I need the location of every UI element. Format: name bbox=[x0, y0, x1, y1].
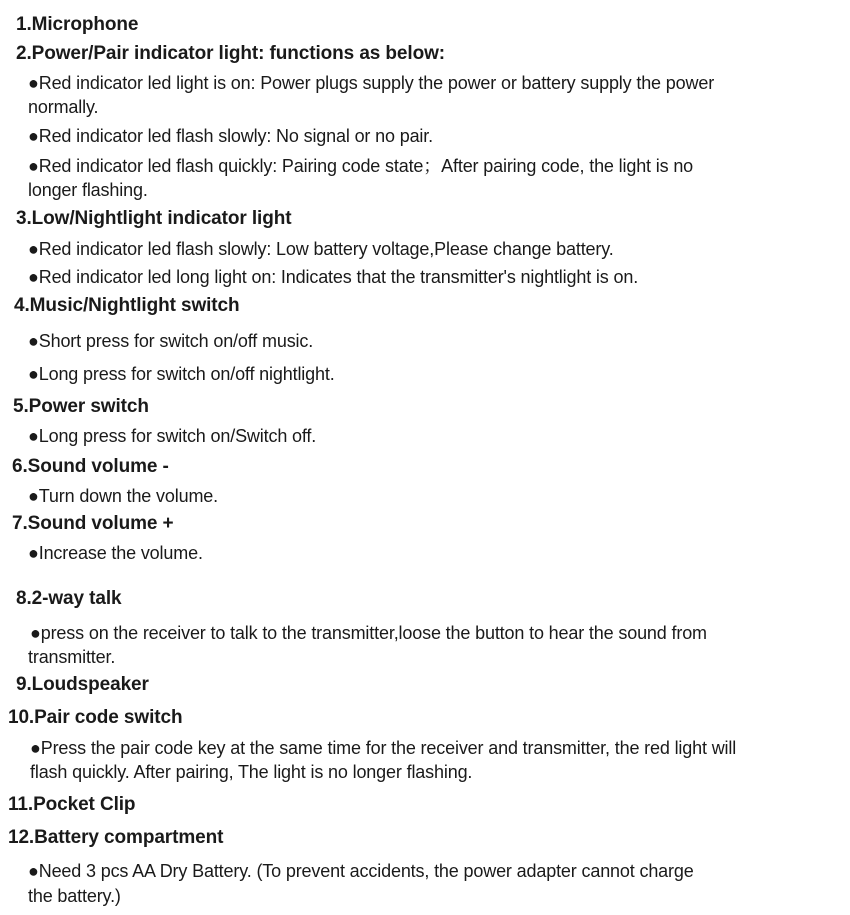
section-heading-loudspeaker: 9.Loudspeaker bbox=[16, 674, 149, 695]
section-heading-sound-volume-down: 6.Sound volume - bbox=[12, 456, 169, 477]
bullet-text: ●Red indicator led flash slowly: No signal or no pair. bbox=[28, 126, 433, 146]
bullet-text: ●Long press for switch on/off nightlight. bbox=[28, 364, 335, 384]
bullet-text-continued: transmitter. bbox=[28, 647, 116, 667]
bullet-text: ●press on the receiver to talk to the transmitter,loose the button to hear the sound from bbox=[30, 623, 707, 643]
section-heading-power-pair-indicator: 2.Power/Pair indicator light: functions as below: bbox=[16, 43, 445, 64]
bullet-text: ●Turn down the volume. bbox=[28, 486, 218, 506]
bullet-text-continued: the battery.) bbox=[28, 886, 121, 906]
bullet-text: ●Short press for switch on/off music. bbox=[28, 331, 314, 351]
bullet-text-continued: flash quickly. After pairing, The light is no longer flashing. bbox=[30, 762, 473, 782]
bullet-text: ●Increase the volume. bbox=[28, 543, 203, 563]
section-heading-music-nightlight-switch: 4.Music/Nightlight switch bbox=[14, 295, 240, 316]
bullet-text: ●Press the pair code key at the same time for the receiver and transmitter, the red light will bbox=[30, 738, 737, 758]
section-heading-microphone: 1.Microphone bbox=[16, 14, 139, 35]
section-heading-battery-compartment: 12.Battery compartment bbox=[8, 827, 224, 848]
section-heading-sound-volume-up: 7.Sound volume + bbox=[12, 513, 174, 534]
section-heading-power-switch: 5.Power switch bbox=[13, 396, 149, 417]
bullet-text: ●Red indicator led light is on: Power plugs supply the power or battery supply the power bbox=[28, 73, 715, 93]
bullet-text: ●Need 3 pcs AA Dry Battery. (To prevent accidents, the power adapter cannot charge bbox=[28, 861, 694, 881]
section-heading-two-way-talk: 8.2-way talk bbox=[16, 588, 122, 609]
bullet-text: ●Red indicator led long light on: Indicates that the transmitter's nightlight is on. bbox=[28, 267, 639, 287]
bullet-text-continued: normally. bbox=[28, 97, 99, 117]
section-heading-low-nightlight-indicator: 3.Low/Nightlight indicator light bbox=[16, 208, 292, 229]
section-heading-pair-code-switch: 10.Pair code switch bbox=[8, 707, 183, 728]
section-heading-pocket-clip: 11.Pocket Clip bbox=[8, 794, 136, 815]
bullet-text: ●Long press for switch on/Switch off. bbox=[28, 426, 317, 446]
bullet-text: ●Red indicator led flash quickly: Pairing code state；After pairing code, the light is no bbox=[28, 156, 694, 176]
bullet-text: ●Red indicator led flash slowly: Low battery voltage,Please change battery. bbox=[28, 239, 614, 259]
bullet-text-continued: longer flashing. bbox=[28, 180, 148, 200]
